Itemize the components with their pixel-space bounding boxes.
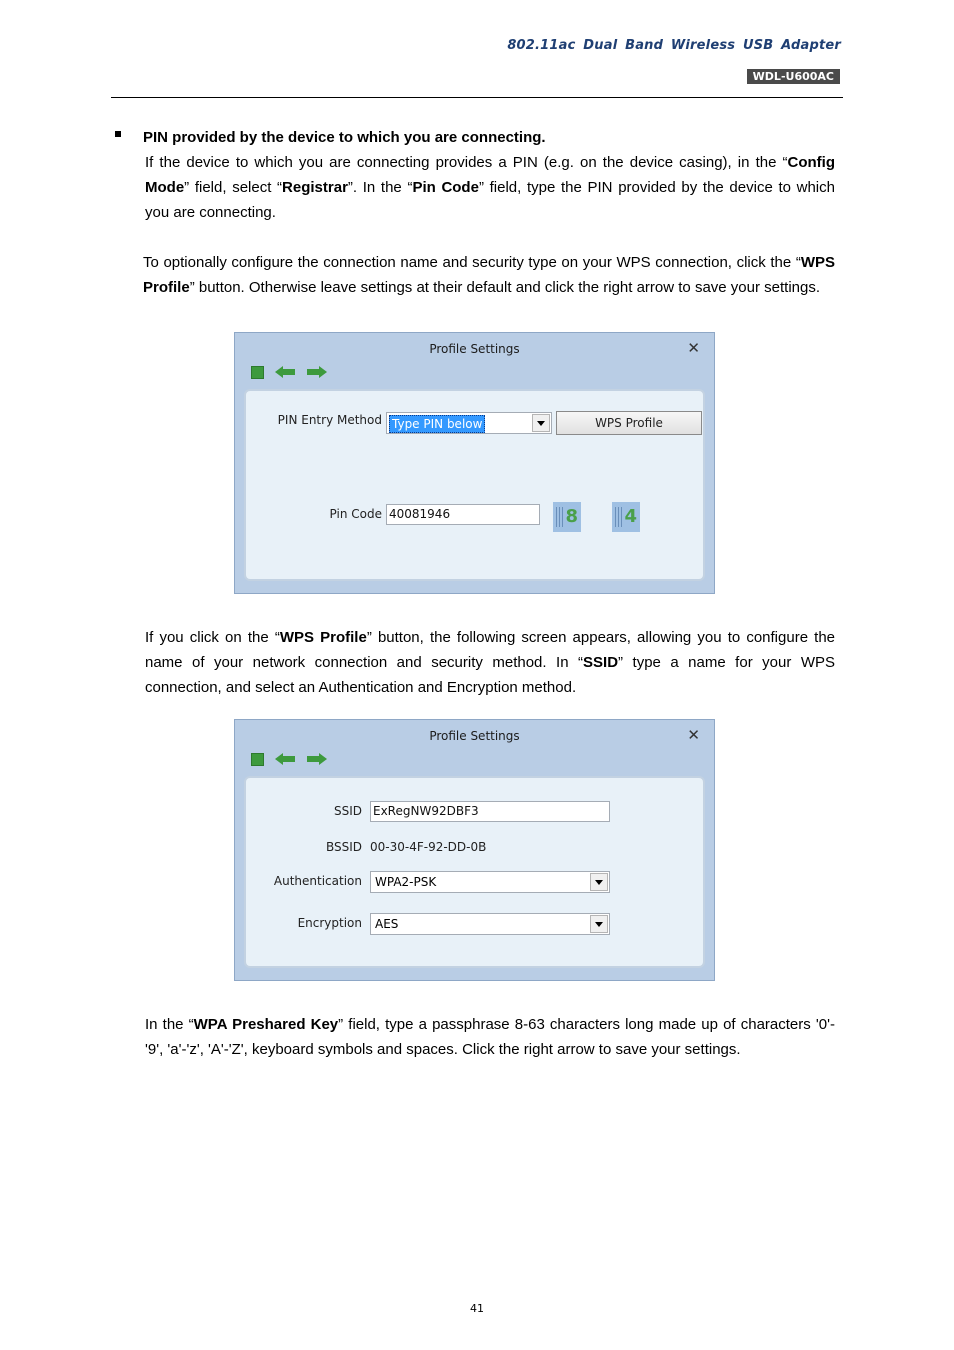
chevron-down-icon[interactable] [590, 873, 608, 891]
profile-settings-dialog-pin [234, 332, 715, 594]
chevron-down-icon[interactable] [532, 414, 550, 432]
dialog-title: Profile Settings [429, 729, 520, 743]
dialog-title: Profile Settings [429, 342, 520, 356]
wps-profile-button[interactable]: WPS Profile [556, 411, 702, 435]
text-run: ”. In the “ [347, 179, 413, 196]
bold-term: SSID [583, 654, 619, 671]
encryption-label: Encryption [297, 916, 362, 930]
bold-term: Pin Code [412, 179, 479, 196]
text-run: ” button, the following screen appears, allowing you to configure the name of your network connection and security method. In “ [145, 629, 836, 671]
dialog-panel [244, 389, 705, 581]
text-run: ” field, type a passphrase 8-63 characters long made up of characters '0'-'9', 'a'-'z', 'A'-'Z', keyboard symbols and spaces. Click the right arrow to save your settings. [145, 1016, 835, 1058]
paragraph-pin-provided [145, 150, 835, 225]
stop-icon[interactable] [251, 753, 264, 766]
bullet-icon [115, 131, 121, 137]
pin-entry-method-select[interactable] [386, 412, 552, 434]
ssid-input[interactable]: ExRegNW92DBF3 [370, 801, 610, 822]
paragraph-optional-config [143, 250, 835, 300]
paragraph-wpa-key [145, 1012, 835, 1062]
authentication-label: Authentication [273, 874, 362, 888]
dialog-toolbar [251, 365, 328, 379]
bullet-heading: PIN provided by the device to which you are connecting. [143, 129, 546, 146]
document-title: 802.11ac Dual Band Wireless USB Adapter [507, 38, 841, 53]
paragraph-wps-profile [145, 625, 835, 700]
encryption-value: AES [375, 917, 399, 931]
text-run: ” type a name for your WPS connection, and select an Authentication and Encryption method. [145, 654, 835, 696]
close-icon[interactable]: ✕ [687, 339, 700, 357]
bold-term: Registrar [282, 179, 348, 196]
text-run: ” button. Otherwise leave settings at their default and click the right arrow to save your settings. [189, 279, 821, 296]
back-arrow-icon[interactable] [274, 365, 296, 379]
chevron-down-icon[interactable] [590, 915, 608, 933]
page-number: 41 [470, 1302, 484, 1315]
bold-term: WPS Profile [279, 629, 367, 646]
authentication-value: WPA2-PSK [375, 875, 437, 889]
pin-4-digit-icon[interactable]: 4 [612, 502, 640, 532]
dialog-toolbar [251, 752, 328, 766]
pin-code-label: Pin Code [329, 507, 382, 521]
forward-arrow-icon[interactable] [306, 365, 328, 379]
bssid-value: 00-30-4F-92-DD-0B [370, 840, 487, 854]
back-arrow-icon[interactable] [274, 752, 296, 766]
pin-entry-method-label: PIN Entry Method [277, 413, 382, 427]
encryption-select[interactable] [370, 913, 610, 935]
pin-8-digit-icon[interactable]: 8 [553, 502, 581, 532]
bold-term: WPS Profile [143, 254, 835, 296]
text-run: To optionally configure the connection name and security type on your WPS connection, click the “ [143, 254, 801, 271]
text-run: ” field, type the PIN provided by the device to which you are connecting. [145, 179, 835, 221]
bold-term: WPA Preshared Key [193, 1016, 339, 1033]
dialog-panel [244, 776, 705, 968]
authentication-select[interactable] [370, 871, 610, 893]
text-run: If the device to which you are connecting provides a PIN (e.g. on the device casing), in the “ [145, 154, 788, 171]
profile-settings-dialog-wps [234, 719, 715, 981]
ssid-label: SSID [333, 804, 362, 818]
pin-entry-method-value: Type PIN below [389, 415, 485, 433]
pin-code-input[interactable]: 40081946 [386, 504, 540, 525]
bssid-label: BSSID [325, 840, 362, 854]
bold-term: Config Mode [145, 154, 835, 196]
model-badge: WDL-U600AC [747, 69, 840, 84]
text-run: ” field, select “ [184, 179, 283, 196]
close-icon[interactable]: ✕ [687, 726, 700, 744]
header-divider [111, 97, 843, 98]
forward-arrow-icon[interactable] [306, 752, 328, 766]
text-run: If you click on the “ [145, 629, 280, 646]
text-run: In the “ [145, 1016, 194, 1033]
stop-icon[interactable] [251, 366, 264, 379]
